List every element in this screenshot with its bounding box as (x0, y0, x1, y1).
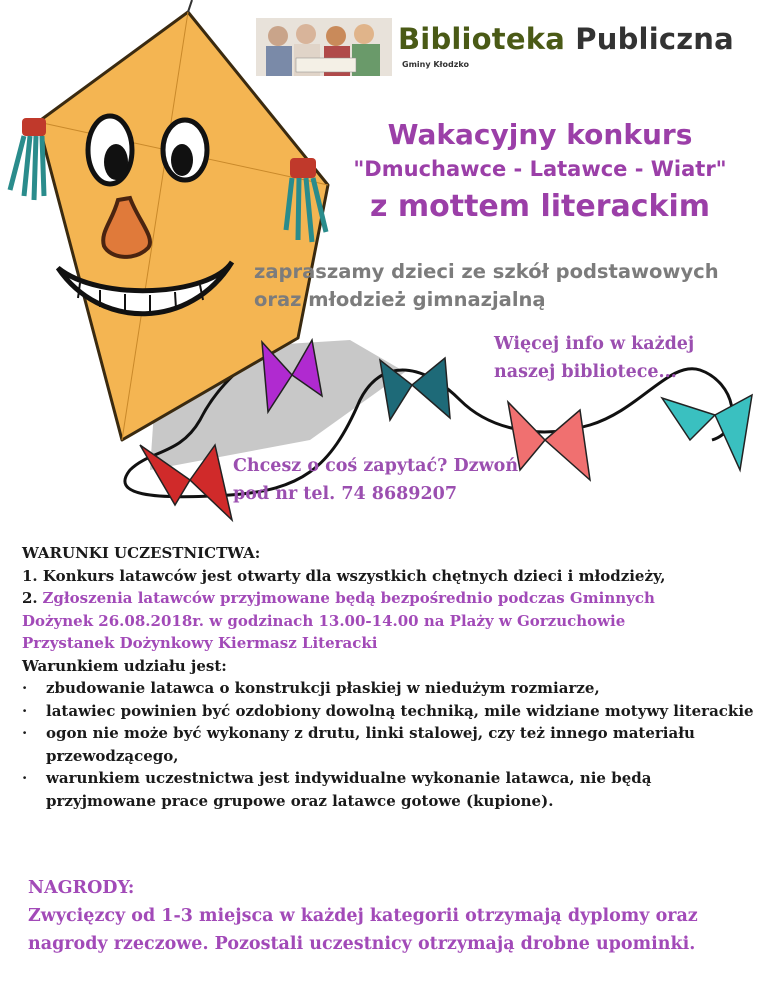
contest-motto: z mottem literackim (369, 189, 711, 224)
requirement-heading: Warunkiem udziału jest: (22, 656, 227, 675)
requirement-item: · latawiec powinien być ozdobiony dowolną techniką, mile widziane motywy literackie (22, 701, 754, 720)
library-logo-title: Biblioteka Publiczna (398, 22, 734, 56)
prizes-heading: NAGRODY: (28, 878, 135, 898)
participation-conditions (22, 542, 762, 812)
library-logo-photo (256, 18, 392, 76)
conditions-heading: WARUNKI UCZESTNICTWA: (22, 544, 261, 562)
condition-item-2: 2. Zgłoszenia latawców przyjmowane będą bezpośrednio podczas Gminnych Dożynek 26.08.2018r. w godzinach 13.00-14.00 na Plaży w Gorzuchowie Przystanek Dożynkowy Kiermasz Literacki (22, 589, 655, 652)
requirement-item: · ogon nie może być wykonany z drutu, linki stalowej, czy też innego materiału przewodzącego, (22, 724, 695, 765)
requirement-item: · warunkiem uczestnictwa jest indywidualne wykonanie latawca, nie będą przyjmowane prace grupowe oraz latawce gotowe (kupione). (22, 769, 652, 810)
more-info-text: Więcej info w każdej naszej bibliotece... (494, 334, 695, 382)
prizes-section (28, 874, 748, 958)
library-logo-subtitle: Gminy Kłodzko (402, 60, 469, 69)
contest-name: "Dmuchawce - Latawce - Wiatr" (353, 157, 727, 181)
requirement-item: · zbudowanie latawca o konstrukcji płaskiej w niedużym rozmiarze, (22, 679, 600, 697)
condition-item-1: 1. Konkurs latawców jest otwarty dla wszystkich chętnych dzieci i młodzieży, (22, 566, 666, 585)
contest-title: Wakacyjny konkurs (387, 118, 693, 151)
bow-dark-teal (380, 358, 450, 420)
left-tassel (10, 118, 46, 200)
contact-phone-text: Chcesz o coś zapytać? Dzwoń pod nr tel. 74 8689207 (233, 456, 519, 504)
bow-light-teal (662, 395, 752, 470)
invitation-text: zapraszamy dzieci ze szkół podstawowych oraz młodzież gimnazjalną (254, 260, 719, 311)
prizes-text: Zwycięzcy od 1-3 miejsca w każdej kategorii otrzymają dyplomy oraz nagrody rzeczowe. Pozostali uczestnicy otrzymają drobne upominki. (28, 906, 698, 954)
